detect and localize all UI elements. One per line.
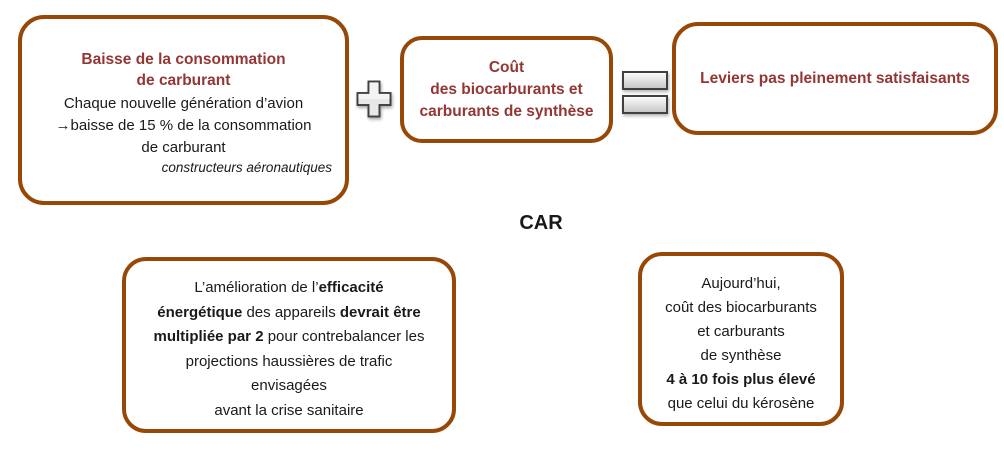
fuel-box-body (22, 93, 345, 159)
box-biofuel-cost (400, 36, 613, 143)
box-today-cost (638, 252, 844, 426)
equals-bottom-bar (622, 95, 668, 114)
box-fuel-consumption (18, 15, 349, 205)
fuel-box-source: constructeurs aéronautiques (161, 160, 332, 175)
fuel-box-title (22, 49, 345, 91)
text-line: carburants de synthèse (419, 102, 594, 120)
equals-icon (622, 71, 668, 114)
text-line: Chaque nouvelle génération d’avion (63, 95, 304, 112)
box-energy-efficiency (122, 257, 456, 433)
cost-box-title (419, 57, 593, 123)
text-line: envisagées (251, 377, 327, 394)
text-line: projections haussières de trafic (185, 352, 393, 370)
text-line: coût des biocarburants (665, 299, 817, 316)
text-line: de synthèse (700, 347, 782, 364)
text-line: et carburants (697, 323, 785, 340)
text-line: de carburant (136, 72, 231, 89)
text-line: 4 à 10 fois plus élevé (666, 371, 816, 388)
connector-label-car: CAR (519, 212, 563, 234)
text-line: des biocarburants et (430, 80, 583, 98)
text-line: Coût (488, 58, 525, 76)
text-line: avant la crise sanitaire (214, 401, 364, 419)
text-line: que celui du kérosène (667, 395, 815, 412)
text-line: énergétique des appareils devrait être (157, 303, 421, 321)
equals-top-bar (622, 71, 668, 90)
text-line: Baisse de la consommation (81, 51, 286, 68)
text-line: de carburant (141, 139, 226, 156)
text-line: →baisse de 15 % de la consommation (55, 117, 312, 134)
text-line: multipliée par 2 pour contrebalancer les (153, 328, 425, 345)
text-line: L’amélioration de l’efficacité (194, 279, 384, 296)
plus-icon (355, 79, 393, 119)
levers-label: Leviers pas pleinement satisfaisants (700, 69, 970, 87)
box-levers (672, 22, 998, 135)
text-line: Aujourd’hui, (701, 275, 781, 292)
